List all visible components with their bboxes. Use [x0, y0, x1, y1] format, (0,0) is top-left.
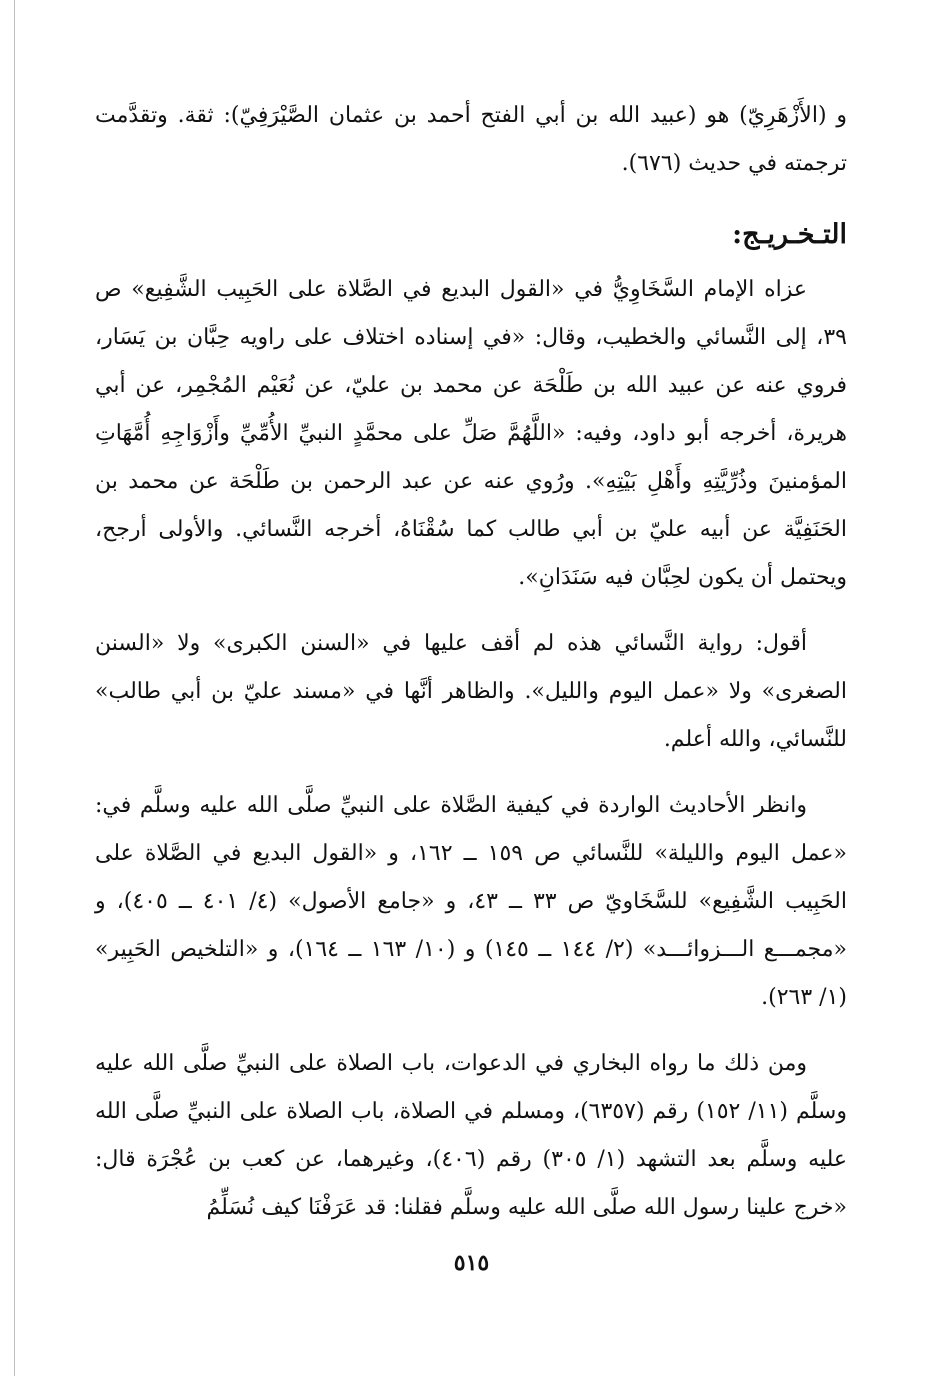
bukhari-paragraph: ومن ذلك ما رواه البخاري في الدعوات، باب الصلاة على النبيِّ صلَّى الله عليه وسلَّم (١١/ ١٥٢) رقم (٦٣٥٧)، ومسلم في الصلاة، باب الصلاة على النبيِّ صلَّى الله عليه وسلَّم بعد التشهد (١/ ٣٠٥) رقم (٤٠٦)، وغيرهما، عن كعب بن عُجْرَة قال: «خرج علينا رسول الله صلَّى الله عليه وسلَّم فقلنا: قد عَرَفْنَا كيف نُسَلِّمُ: [95, 1051, 848, 1220]
paragraph-gap: [95, 1022, 847, 1040]
anzur-paragraph: وانظر الأحاديث الواردة في كيفية الصَّلاة على النبيِّ صلَّى الله عليه وسلَّم في: «عمل اليوم والليلة» للنَّسائي ص ١٥٩ ــ ١٦٢، و «القول البديع في الصَّلاة على الحَبِيب الشَّفِيع» للسَّخَاويّ ص ٣٣ ــ ٤٣، و «جامع الأصول» (٤/ ٤٠١ ــ ٤٠٥)، و «مجمـــع الـــزوائـــد» (٢/ ١٤٤ ــ ١٤٥) و (١٠/ ١٦٣ ــ ١٦٤)، و «التلخيص الحَبِير» (١/ ٢٦٣).: [95, 793, 847, 1010]
paragraph-gap: [95, 764, 847, 782]
page-edge-line: [14, 0, 15, 1376]
aqul-paragraph: أقول: رواية النَّسائي هذه لم أقف عليها في «السنن الكبرى» ولا «السنن الصغرى» ولا «عمل اليوم والليل». والظاهر أنَّها في «مسند عليّ بن أبي طالب» للنَّسائي، والله أعلم.: [95, 631, 847, 752]
takhrij-paragraph: عزاه الإمام السَّخَاوِيُّ في «القول البديع في الصَّلاة على الحَبِيب الشَّفِيع» ص ٣٩، إلى النَّسائي والخطيب، وقال: «في إسناده اختلاف على راويه حِبَّان بن يَسَار، فروي عنه عن عبيد الله بن طَلْحَة عن محمد بن عليّ، عن نُعَيْم المُجْمِر، عن أبي هريرة، أخرجه أبو داود، وفيه: «اللَّهُمَّ صَلِّ على محمَّدٍ النبيِّ الأُمِّيِّ وأَزْوَاجِهِ أُمَّهَاتِ المؤمنينَ وذُرِّيَّتِهِ وأَهْلِ بَيْتِهِ». ورُوي عنه عن عبد الرحمن بن طَلْحَة عن محمد بن الحَنَفِيَّة عن أبيه عليّ بن أبي طالب كما سُقْنَاهُ، أخرجه النَّسائي. والأولى أرجح، ويحتمل أن يكون لحِبَّان فيه سَنَدَانِ».: [95, 277, 847, 590]
paragraph-gap: [95, 602, 847, 620]
intro-paragraph: و (الأَزْهَرِيّ) هو (عبيد الله بن أبي الفتح أحمد بن عثمان الصَّيْرَفِيّ): ثقة. وتقدَّمت ترجمته في حديث (٦٧٦).: [95, 103, 847, 176]
page-number: ٥١٥: [453, 1250, 490, 1276]
main-text-block: [95, 92, 847, 1232]
takhrij-heading: التـخـريـج:: [732, 219, 847, 250]
